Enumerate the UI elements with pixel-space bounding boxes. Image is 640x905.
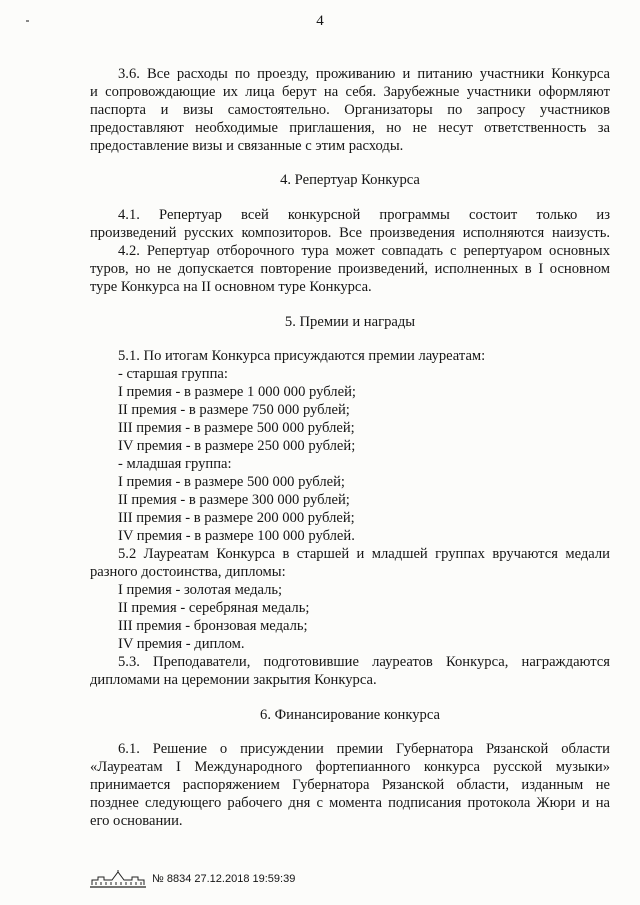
registry-stamp-icon	[88, 869, 148, 889]
paragraph-4-2-line-2: туров, но не допускается повторение произведений, исполненных в I основном	[90, 261, 610, 277]
list-item: II премия - в размере 750 000 рублей;	[118, 402, 350, 418]
list-item: IV премия - в размере 250 000 рублей;	[118, 438, 356, 454]
paragraph-5-1: 5.1. По итогам Конкурса присуждаются премии лауреатам:	[118, 348, 486, 364]
paragraph-3-6-line-2: и сопровождающие их лица берут на себя. Зарубежные участники оформляют	[90, 84, 610, 100]
paragraph-5-2-line-2: разного достоинства, дипломы:	[90, 564, 286, 580]
paragraph-4-2-line-3: туре Конкурса на II основном туре Конкурса.	[90, 279, 372, 295]
paragraph-5-2-line-1: 5.2 Лауреатам Конкурса в старшей и младшей группах вручаются медали	[118, 546, 610, 562]
list-item: IV премия - в размере 100 000 рублей.	[118, 528, 355, 544]
paragraph-5-3-line-1: 5.3. Преподаватели, подготовившие лауреатов Конкурса, награждаются	[118, 654, 610, 670]
paragraph-5-3-line-2: дипломами на церемонии закрытия Конкурса.	[90, 672, 377, 688]
list-item: I премия - золотая медаль;	[118, 582, 283, 598]
list-item: I премия - в размере 1 000 000 рублей;	[118, 384, 356, 400]
page-number: 4	[316, 13, 324, 29]
list-item: III премия - в размере 200 000 рублей;	[118, 510, 355, 526]
list-item: - старшая группа:	[118, 366, 228, 382]
section-6-heading: 6. Финансирование конкурса	[260, 707, 440, 723]
paragraph-3-6-line-4: предоставляют необходимые приглашения, но не несут ответственность за	[90, 120, 610, 136]
paragraph-6-1-line-4: позднее следующего рабочего дня с момента подписания протокола Жюри и на	[90, 795, 610, 811]
paragraph-6-1-line-5: его основании.	[90, 813, 183, 829]
list-item: I премия - в размере 500 000 рублей;	[118, 474, 345, 490]
section-4-heading: 4. Репертуар Конкурса	[280, 172, 420, 188]
list-item: IV премия - диплом.	[118, 636, 245, 652]
document-footer	[88, 869, 388, 891]
paragraph-6-1-line-2: «Лауреатам I Международного фортепианного конкурса русской музыки»	[90, 759, 610, 775]
paragraph-4-1-line-2: произведений русских композиторов. Все произведения исполняются наизусть.	[90, 225, 610, 241]
registration-number: № 8834 27.12.2018 19:59:39	[152, 873, 296, 885]
paragraph-6-1-line-1: 6.1. Решение о присуждении премии Губернатора Рязанской области	[118, 741, 610, 757]
paragraph-4-1-line-1: 4.1. Репертуар всей конкурсной программы состоит только из	[118, 207, 610, 223]
paragraph-4-2-line-1: 4.2. Репертуар отборочного тура может совпадать с репертуаром основных	[118, 243, 610, 259]
list-item: III премия - бронзовая медаль;	[118, 618, 308, 634]
paragraph-3-6-line-5: предоставление визы и связанные с этим расходы.	[90, 138, 404, 154]
list-item: II премия - серебряная медаль;	[118, 600, 310, 616]
section-5-heading: 5. Премии и награды	[284, 314, 416, 330]
paragraph-3-6-line-1: 3.6. Все расходы по проезду, проживанию и питанию участники Конкурса	[118, 66, 610, 82]
list-item: III премия - в размере 500 000 рублей;	[118, 420, 355, 436]
paragraph-3-6-line-3: паспорта и визы самостоятельно. Организаторы по запросу участников	[90, 102, 610, 118]
list-item: II премия - в размере 300 000 рублей;	[118, 492, 350, 508]
list-item: - младшая группа:	[118, 456, 232, 472]
paragraph-6-1-line-3: принимается распоряжением Губернатора Рязанской области, изданным не	[90, 777, 610, 793]
scan-mark	[26, 20, 29, 22]
